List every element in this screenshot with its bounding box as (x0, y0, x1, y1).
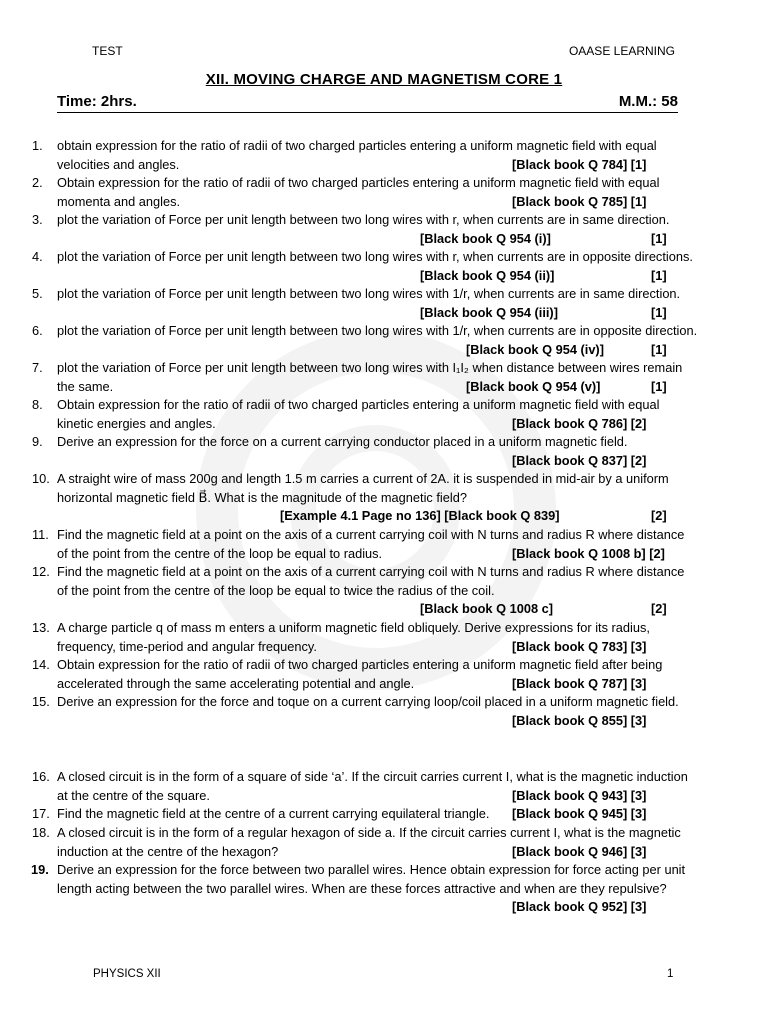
footer-subject: PHYSICS XII (93, 968, 161, 980)
question-text: Derive an expression for the force on a current carrying conductor placed in a uniform magnetic field. (57, 434, 628, 449)
question-text: velocities and angles. (57, 156, 180, 172)
question-text: Derive an expression for the force between two parallel wires. Hence obtain expression for force acting per unit (57, 862, 686, 877)
question-text: of the point from the centre of the loop be equal to radius. (57, 545, 383, 561)
book-reference: [Black book Q 786] [2] (512, 415, 647, 431)
question-text: of the point from the centre of the loop be equal to twice the radius of the coil. (57, 582, 495, 598)
question-text: length acting between the two parallel wires. When are these forces attractive and when are they repulsive? (57, 880, 667, 896)
question-text: induction at the centre of the hexagon? (57, 843, 279, 859)
question-ref-line (57, 600, 715, 619)
question-text-line (57, 843, 715, 862)
question-text: frequency, time-period and angular frequency. (57, 638, 317, 654)
book-reference: [Black book Q 954 (iii)] (420, 304, 558, 320)
question-text: Obtain expression for the ratio of radii of two charged particles entering a uniform magnetic field with equal (57, 397, 660, 412)
question-marks: [1] (651, 378, 667, 394)
question-text-line (57, 396, 715, 415)
question-text-line (57, 470, 715, 489)
exam-info (57, 93, 678, 113)
question-text-line (57, 211, 715, 230)
footer-page-number: 1 (667, 968, 674, 980)
question-number: 10. (32, 471, 50, 486)
question-text: plot the variation of Force per unit length between two long wires with I₁I₂ when distance between wires remain (57, 360, 683, 375)
book-reference: [Black book Q 954 (iv)] (466, 341, 604, 357)
question-text-line (57, 415, 715, 434)
question-text: Obtain expression for the ratio of radii of two charged particles entering a uniform magnetic field with equal (57, 175, 660, 190)
book-reference: [Black book Q 954 (ii)] (420, 267, 555, 283)
question-number: 12. (32, 564, 50, 579)
question-ref-line (57, 898, 715, 917)
book-reference: [Black book Q 837] [2] (512, 452, 647, 468)
question-number: 4. (32, 249, 43, 264)
question-number: 14. (32, 657, 50, 672)
question-ref-line (57, 304, 715, 323)
question-text-line (57, 861, 715, 880)
question-text-line (57, 359, 715, 378)
exam-time: Time: 2hrs. (57, 93, 137, 110)
question-number: 11. (32, 527, 49, 542)
question-text: Find the magnetic field at a point on the axis of a current carrying coil with N turns and radius R where distance (57, 527, 685, 542)
question-number: 2. (32, 175, 43, 190)
question-text-line (57, 880, 715, 899)
question-text: plot the variation of Force per unit length between two long wires with 1/r, when currents are in opposite direction. (57, 323, 698, 338)
question-text-line (57, 193, 715, 212)
question-number: 9. (32, 434, 43, 449)
book-reference: [Black book Q 943] [3] (512, 787, 647, 803)
question-number: 16. (32, 769, 50, 784)
question-ref-line (57, 452, 715, 471)
question-text-line (57, 638, 715, 657)
question-text: Find the magnetic field at the centre of a current carrying equilateral triangle. (57, 806, 490, 821)
question-text: the same. (57, 378, 114, 394)
question-number: 5. (32, 286, 43, 301)
question-text-line (57, 322, 715, 341)
question-text-line (57, 156, 715, 175)
question-text-line (57, 545, 715, 564)
book-reference: [Black book Q 946] [3] (512, 843, 647, 859)
question-number: 19. (31, 862, 49, 877)
question-number: 8. (32, 397, 43, 412)
question-text-line (57, 378, 715, 397)
question-text-line (57, 137, 715, 156)
book-reference: [Black book Q 952] [3] (512, 899, 647, 915)
question-marks: [1] (651, 230, 667, 246)
question-number: 17. (32, 806, 50, 821)
question-text: plot the variation of Force per unit length between two long wires with r, when currents are in opposite directions. (57, 249, 693, 264)
question-text-line (57, 489, 715, 508)
question-number: 3. (32, 212, 43, 227)
question-text: A straight wire of mass 200g and length 1.5 m carries a current of 2A. it is suspended in mid-air by a uniform (57, 471, 669, 486)
question-text-line (57, 563, 715, 582)
question-text: plot the variation of Force per unit length between two long wires with 1/r, when currents are in same direction. (57, 286, 681, 301)
question-text-line (57, 805, 715, 824)
question-marks: [1] (651, 304, 667, 320)
question-number: 15. (32, 694, 50, 709)
question-text: horizontal magnetic field B⃗. What is the magnitude of the magnetic field? (57, 489, 467, 505)
question-text-line (57, 693, 715, 712)
question-text: Obtain expression for the ratio of radii of two charged particles entering a uniform magnetic field after being (57, 657, 663, 672)
page-title: XII. MOVING CHARGE AND MAGNETISM CORE 1 (205, 71, 563, 88)
book-reference: [Black book Q 1008 b] [2] (512, 545, 665, 561)
question-number: 7. (32, 360, 43, 375)
question-text: A charge particle q of mass m enters a uniform magnetic field obliquely. Derive expressions for its radius, (57, 620, 650, 635)
question-number: 1. (32, 138, 43, 153)
question-ref-line (57, 267, 715, 286)
question-marks: [1] (651, 341, 667, 357)
question-ref-line (57, 341, 715, 360)
book-reference: [Black book Q 783] [3] (512, 638, 647, 654)
book-reference: [Black book Q 785] [1] (512, 193, 647, 209)
question-text-line (57, 174, 715, 193)
question-ref-line (57, 712, 715, 731)
question-text: obtain expression for the ratio of radii of two charged particles entering a uniform magnetic field with equal (57, 138, 657, 153)
question-text: plot the variation of Force per unit length between two long wires with r, when currents are in same direction. (57, 212, 670, 227)
question-text: Find the magnetic field at a point on the axis of a current carrying coil with N turns and radius R where distance (57, 564, 685, 579)
question-text: Derive an expression for the force and toque on a current carrying loop/coil placed in a uniform magnetic field. (57, 694, 679, 709)
question-marks: [2] (651, 508, 667, 524)
book-reference: [Black book Q 1008 c] (420, 601, 553, 617)
book-reference: [Black book Q 945] [3] (512, 806, 647, 821)
question-text-line (57, 285, 715, 304)
question-text-line (57, 433, 715, 452)
question-ref-line (57, 230, 715, 249)
question-text: momenta and angles. (57, 193, 181, 209)
question-text-line (57, 768, 715, 787)
header-left: TEST (92, 44, 123, 58)
question-text-line (57, 656, 715, 675)
max-marks: M.M.: 58 (618, 93, 678, 110)
question-text: kinetic energies and angles. (57, 415, 216, 431)
question-text-line (57, 619, 715, 638)
question-text-line (57, 675, 715, 694)
question-marks: [1] (651, 267, 667, 283)
book-reference: [Black book Q 787] [3] (512, 675, 647, 691)
book-reference: [Black book Q 954 (i)] (420, 230, 551, 246)
header-right: OAASE LEARNING (568, 44, 675, 58)
question-number: 6. (32, 323, 43, 338)
question-number: 13. (32, 620, 50, 635)
question-number: 18. (32, 825, 50, 840)
book-reference: [Black book Q 784] [1] (512, 156, 647, 172)
question-text-line (57, 248, 715, 267)
question-text: A closed circuit is in the form of a regular hexagon of side a. If the circuit carries current I, what is the magnetic (57, 825, 681, 840)
question-text-line (57, 526, 715, 545)
question-text: A closed circuit is in the form of a square of side ‘a’. If the circuit carries current I, what is the magnetic induction (57, 769, 688, 784)
book-reference: [Example 4.1 Page no 136] [Black book Q 839] (280, 508, 560, 524)
question-text: accelerated through the same accelerating potential and angle. (57, 675, 415, 691)
question-marks: [2] (651, 601, 667, 617)
question-text-line (57, 787, 715, 806)
question-ref-line (57, 507, 715, 526)
question-text: at the centre of the square. (57, 787, 210, 803)
book-reference: [Black book Q 855] [3] (512, 712, 647, 728)
question-text-line (57, 582, 715, 601)
question-text-line (57, 824, 715, 843)
book-reference: [Black book Q 954 (v)] (466, 378, 601, 394)
